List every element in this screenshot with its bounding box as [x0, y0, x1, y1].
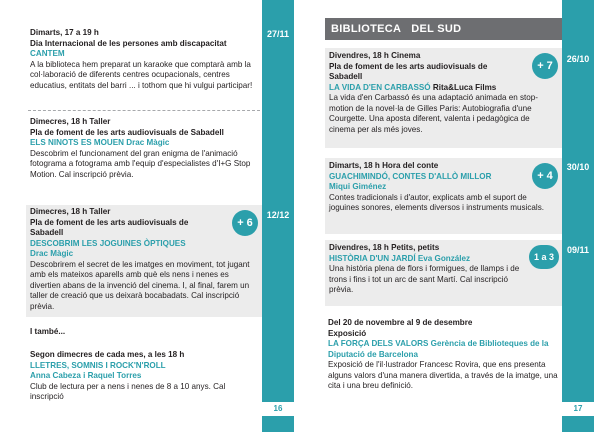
event-subtitle: Pla de foment de les arts audiovisuals de Sabadell: [30, 217, 189, 237]
age-badge: 1 a 3: [529, 245, 559, 269]
event-title-main: HISTÒRIA D'UN JARDÍ: [329, 253, 416, 263]
event-description: A la biblioteca hem preparat un karaoke que comptarà amb la col·laboració de diferents centres ocupacionals, centres educatius, entitats del barri ... i tothom que hi vulgui participar!: [30, 59, 253, 90]
section-header: [325, 18, 562, 40]
event-date: Dimecres, 18 h Taller: [30, 207, 111, 216]
event-date: Divendres, 18 h Cinema: [329, 51, 421, 60]
event-title-author: Gerència de Biblioteques de la Diputació de Barcelona: [328, 339, 549, 359]
age-badge: + 4: [532, 163, 558, 189]
event-title: [329, 254, 558, 265]
age-badge: + 7: [532, 53, 558, 79]
event-subtitle: Exposició: [328, 328, 367, 338]
event-title: GUACHIMINDÓ, CONTES D'ALLÒ MILLOR: [329, 171, 492, 181]
event-title: CANTEM: [30, 49, 65, 58]
event-description: Contes tradicionals i d'autor, explicats amb el suport de joguines sonores, elements diversos i instruments musicals.: [329, 192, 545, 212]
event-entry: [30, 117, 260, 180]
event-entry: [30, 350, 260, 403]
date-tab: 30/10: [566, 162, 590, 172]
date-tab: 26/10: [566, 54, 590, 64]
event-title: DESCOBRIM LES JOGUINES ÒPTIQUES: [30, 238, 186, 248]
event-date: Dimarts, 17 a 19 h: [30, 28, 99, 37]
event-description: Exposició de l'il·lustrador Francesc Rovira, que ens presenta alguns valors d'una manera divertida, a través de la imatge, una cita i una breu definició.: [328, 360, 558, 390]
divider: [28, 110, 260, 111]
event-description: Una història plena de flors i formigues, de llamps i de trons i fins i tot un arc de sant Martí. Cal inscripció prèvia.: [329, 264, 520, 294]
event-entry: [328, 318, 558, 392]
event-description: Descobrim el funcionament del gran enigma de l'animació fotograma a fotograma amb l'equip d'especialistes d'I+G Stop Motion. Cal inscripció prèvia.: [30, 148, 251, 179]
age-badge: + 6: [232, 210, 258, 236]
event-title-author: Eva González: [417, 253, 471, 263]
event-subtitle: Dia Internacional de les persones amb discapacitat: [30, 38, 227, 48]
right-page: [300, 0, 600, 432]
event-title: [329, 83, 558, 94]
event-title-author: Anna Cabeza i Raquel Torres: [30, 371, 142, 380]
event-title: [328, 339, 558, 360]
also-section: [30, 327, 260, 338]
page-number: 17: [562, 402, 594, 416]
event-title: [30, 138, 260, 149]
event-title-author: Drac Màgic: [126, 138, 170, 147]
header-word-1: BIBLIOTECA: [331, 23, 402, 35]
event-title: LLETRES, SOMNIS I ROCK'N'ROLL: [30, 360, 166, 370]
event-entry-highlighted: [325, 240, 562, 306]
event-title-main: LA VIDA D'EN CARBASSÓ: [329, 82, 431, 92]
header-word-2: DEL SUD: [411, 23, 462, 35]
also-label: I també...: [30, 327, 66, 336]
event-description: Descobrirem el secret de les imatges en moviment, tot jugant amb els mateixos aparells amb què els nens i nenes es divertien abans de la invenció del cinema. I, al final, farem un taller de creació que us deixarà bocabadats. Cal inscripció prèvia.: [30, 259, 250, 311]
event-date: Dimecres, 18 h Taller: [30, 117, 111, 126]
date-strip: [562, 0, 594, 432]
event-title-author: Rita&Luca Films: [432, 82, 497, 92]
event-description: Club de lectura per a nens i nenes de 8 a 10 anys. Cal inscripció: [30, 381, 226, 401]
date-tab: 09/11: [566, 245, 590, 255]
event-subtitle: Pla de foment de les arts audiovisuals de Sabadell: [30, 127, 224, 137]
event-title-main: LA FORÇA DELS VALORS: [328, 339, 429, 348]
event-subtitle: Pla de foment de les arts audiovisuals de Sabadell: [329, 61, 488, 81]
date-tab: 12/12: [266, 210, 290, 220]
event-title-author: Drac Màgic: [30, 249, 74, 258]
event-title-author: Miqui Giménez: [329, 182, 387, 191]
event-date: Divendres, 18 h Petits, petits: [329, 243, 440, 252]
event-entry-highlighted: [325, 48, 562, 148]
date-tab: 27/11: [266, 29, 290, 39]
page-number: 16: [262, 402, 294, 416]
event-date: Segon dimecres de cada mes, a les 18 h: [30, 350, 185, 359]
event-title-main: ELS NINOTS ES MOUEN: [30, 138, 124, 147]
event-description: La vida d'en Carbassó és una adaptació animada en stop-motion de la novel·la de Gilles Paris: Autobiografia d'une Courgette. Una aposta diferent, valenta i pedagògica de cinema per als més joves.: [329, 93, 538, 134]
event-entry-highlighted: [325, 158, 562, 234]
event-date: Del 20 de novembre al 9 de desembre: [328, 318, 473, 327]
event-entry-highlighted: [26, 205, 262, 317]
event-date: Dimarts, 18 h Hora del conte: [329, 161, 439, 170]
event-entry: [30, 28, 260, 91]
